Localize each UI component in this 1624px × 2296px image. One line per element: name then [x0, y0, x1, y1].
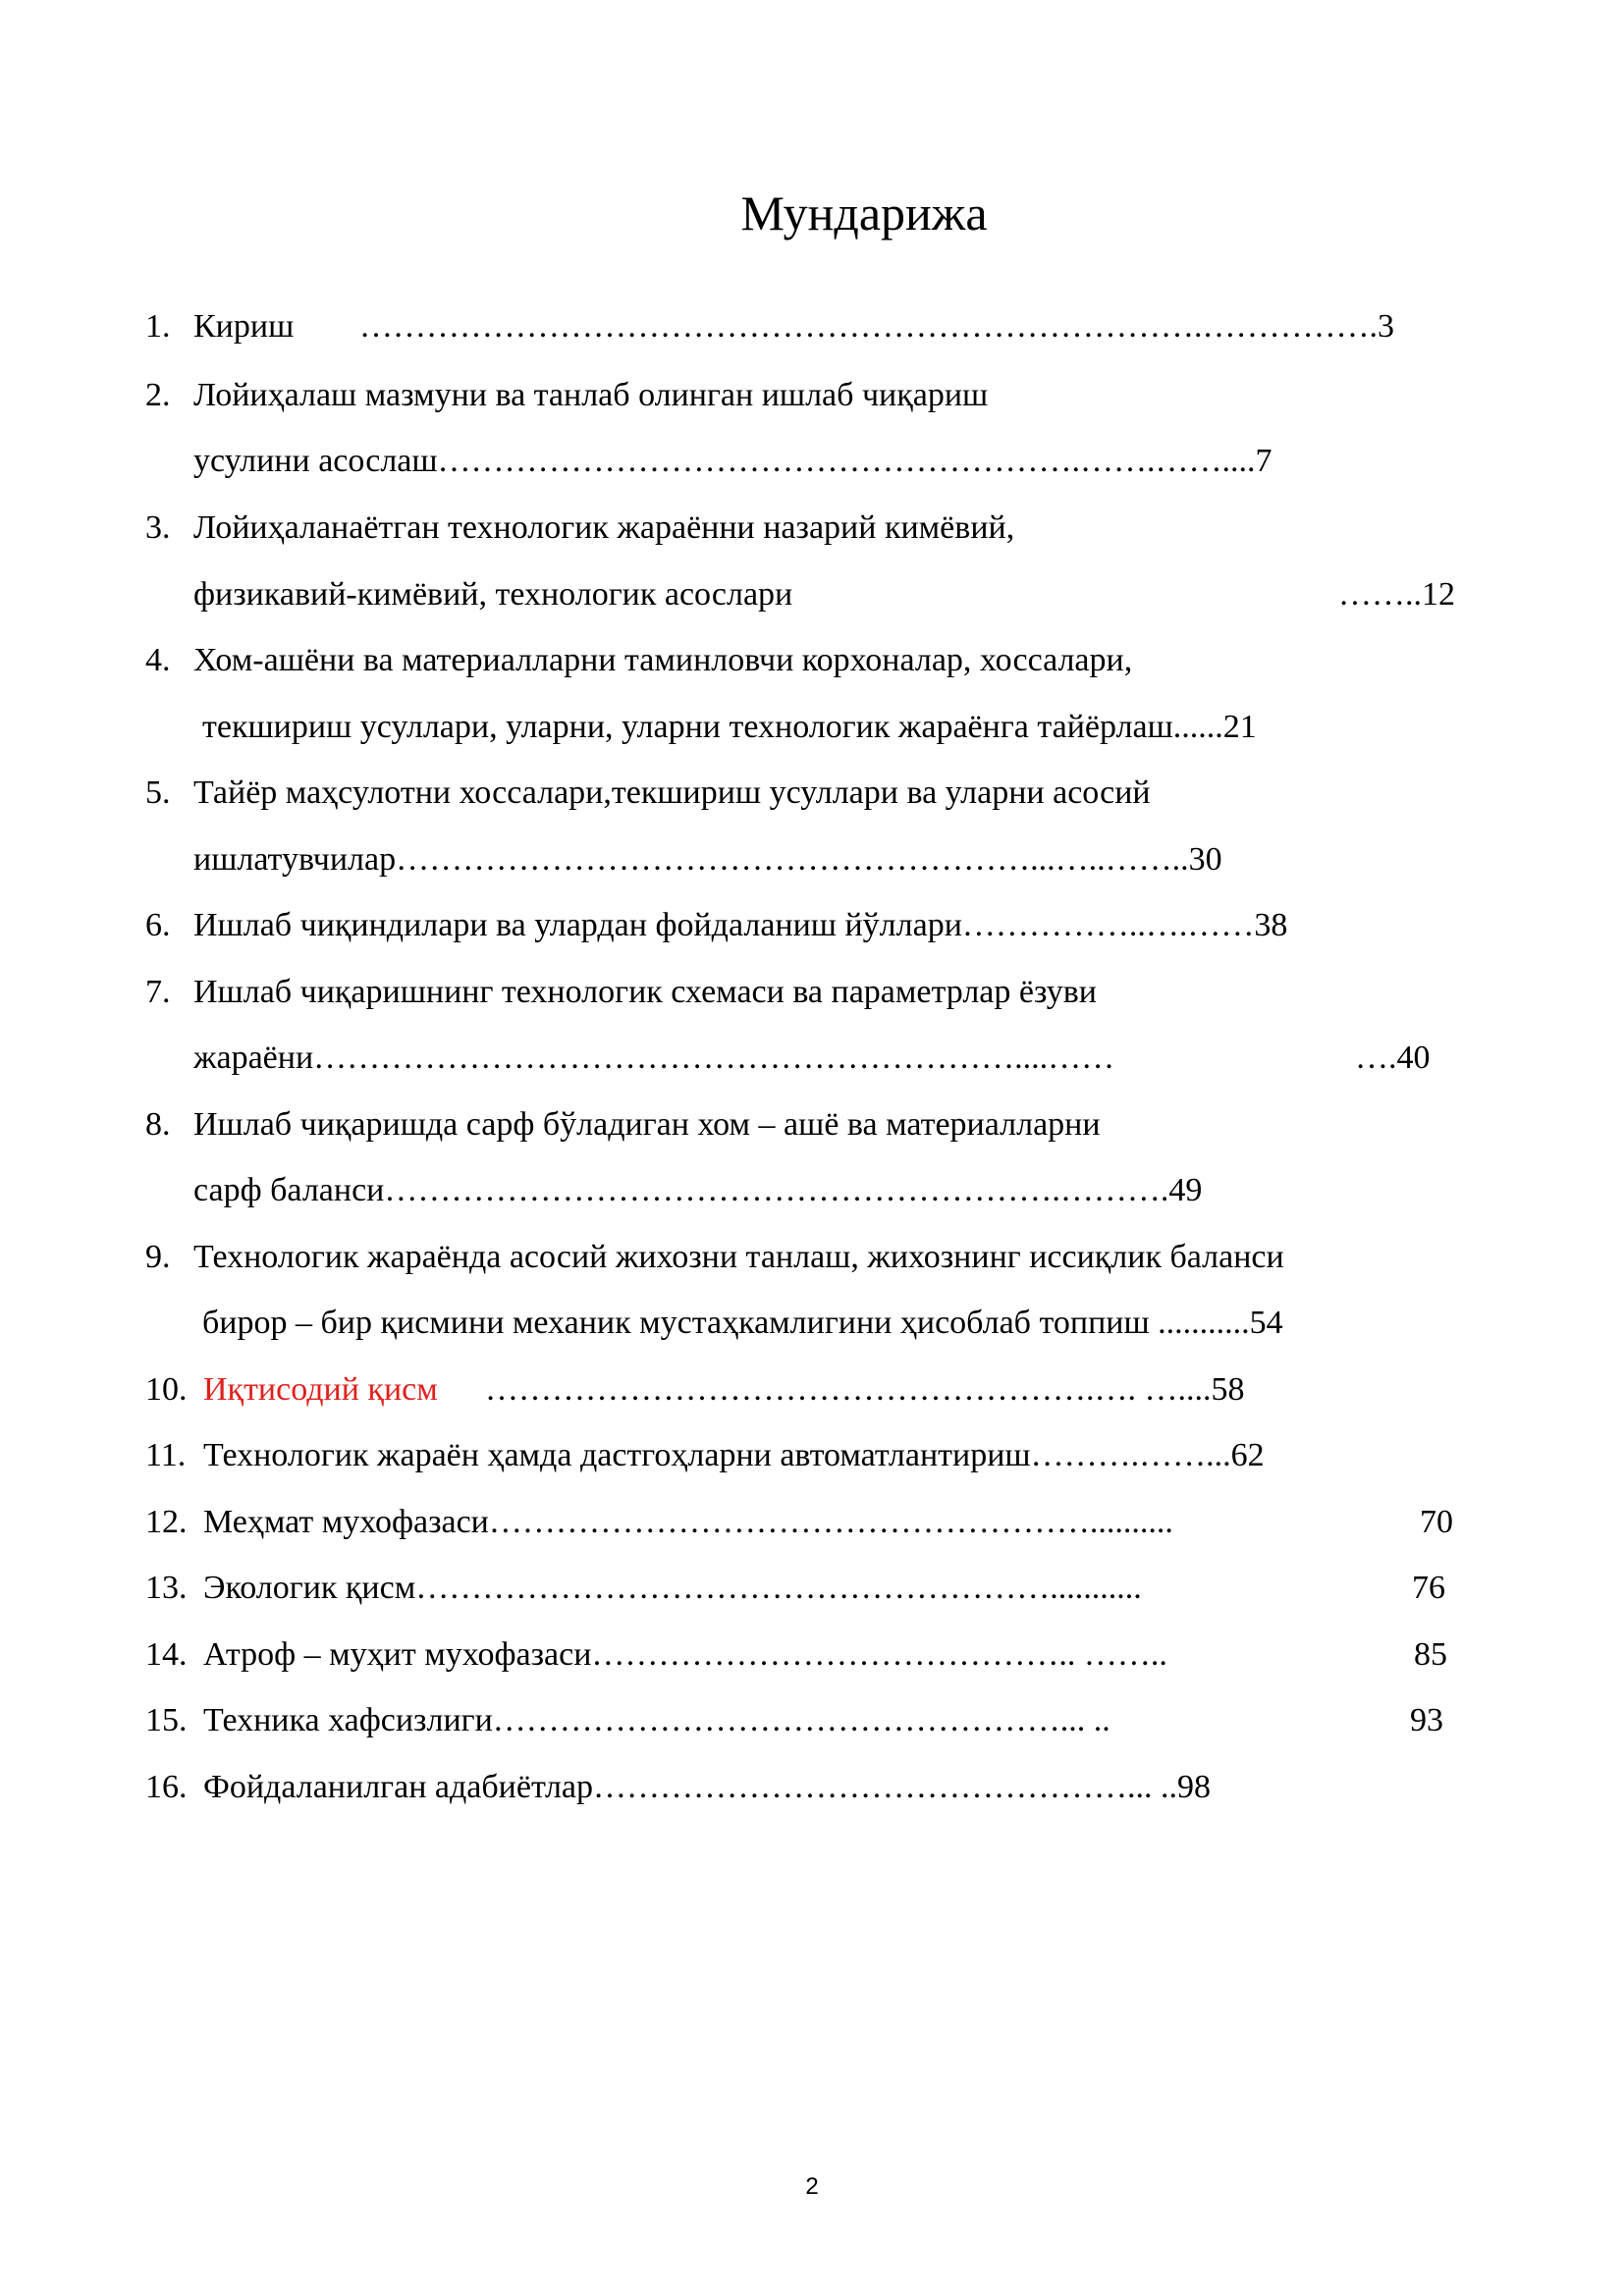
toc-entry-number: 12.	[145, 1504, 188, 1540]
toc-entry-title: Тайёр маҳсулотни хоссалари,текшириш усуллари ва уларни асосий	[193, 774, 1151, 811]
toc-entry-continuation: физикавий-кимёвий, технологик асослари	[193, 576, 793, 613]
toc-entry-number: 14.	[145, 1636, 188, 1673]
toc-entry-page: ……..12	[1338, 576, 1455, 613]
toc-entry-continuation: жараёни………………………………………………………....……	[193, 1040, 1115, 1076]
toc-entry-title: Технологик жараёнда асосий жихозни танлаш, жихознинг иссиқлик баланси	[193, 1239, 1284, 1275]
toc-entry-continuation: сарф баланси…………………………………………………….……….49	[193, 1172, 1203, 1208]
toc-entry-title: Технологик жараён ҳамда дастгоҳларни автоматлантириш……….……...62	[203, 1437, 1265, 1473]
toc-entry-number: 13.	[145, 1570, 188, 1606]
toc-entry-number: 3.	[145, 509, 171, 546]
toc-entry-continuation: текшириш усуллари, уларни, уларни технологик жараёнга тайёрлаш......21	[202, 709, 1257, 745]
toc-entry-number: 16.	[145, 1769, 188, 1805]
toc-entry-page: 76	[1412, 1570, 1445, 1606]
page-number: 2	[805, 2173, 819, 2200]
toc-entry-title: Техника хафсизлиги……………………………………………... ..	[203, 1702, 1110, 1738]
toc-entry-title: Экологик қисм…………………………………………………...........	[203, 1570, 1142, 1606]
toc-entry-page: 70	[1420, 1504, 1453, 1540]
toc-entry-number: 4.	[145, 642, 171, 678]
toc-entry-continuation: усулини асослаш………………………………………………….…….……....7	[193, 443, 1272, 479]
toc-entry-title: Меҳмат мухофазаси………………………………………………..........	[203, 1504, 1173, 1540]
toc-entry-number: 8.	[145, 1106, 171, 1143]
toc-entry-number: 6.	[145, 907, 171, 943]
toc-entry-continuation: бирор – бир қисмини механик мустаҳкамлигини ҳисоблаб топпиш ...........54	[202, 1305, 1283, 1341]
toc-entry-title: Атроф – муҳит мухофазаси…………………………………….. ……..	[203, 1636, 1167, 1673]
page-title: Мундарижа	[740, 186, 988, 240]
toc-entry-continuation: ишлатувчилар…………………………………………………...…..……..30	[193, 841, 1222, 878]
toc-entry-title: Ишлаб чиқаришнинг технологик схемаси ва параметрлар ёзуви	[193, 974, 1097, 1010]
toc-entry-number: 15.	[145, 1702, 188, 1738]
toc-entry-number: 11.	[145, 1437, 187, 1473]
toc-entry-leader: ………………………………………………………………….…………….3	[359, 308, 1394, 345]
toc-entry-number: 2.	[145, 377, 171, 413]
toc-entry-number: 10.	[145, 1371, 188, 1408]
toc-entry-title: Кириш	[193, 308, 295, 345]
toc-entry-title: Лойиҳаланаётган технологик жараённи назарий кимёвий,	[193, 509, 1015, 546]
toc-entry-page: 85	[1414, 1636, 1447, 1673]
toc-entry-title: Ишлаб чиқаришда сарф бўладиган хом – ашё ва материалларни	[193, 1106, 1101, 1143]
toc-entry-leader: ……………………………………………….…. …....58	[485, 1371, 1245, 1408]
toc-entry-number: 5.	[145, 774, 171, 811]
toc-entry-title: Ишлаб чиқиндилари ва улардан фойдаланиш йўллари……………..….……38	[193, 907, 1288, 943]
toc-entry-title: Хом-ашёни ва материалларни таминловчи корхоналар, хоссалари,	[193, 642, 1133, 678]
toc-entry-number: 9.	[145, 1239, 171, 1275]
toc-entry-number: 7.	[145, 974, 171, 1010]
toc-entry-title: Лойиҳалаш мазмуни ва танлаб олинган ишлаб чиқариш	[193, 377, 989, 413]
toc-entry-page: ….40	[1355, 1040, 1431, 1076]
toc-entry-title: Фойдаланилган адабиётлар…………………………………………... ..98	[203, 1769, 1212, 1805]
toc-entry-number: 1.	[145, 308, 171, 345]
toc-entry-title-highlighted: Иқтисодий қисм	[203, 1371, 438, 1408]
toc-entry-page: 93	[1410, 1702, 1443, 1738]
